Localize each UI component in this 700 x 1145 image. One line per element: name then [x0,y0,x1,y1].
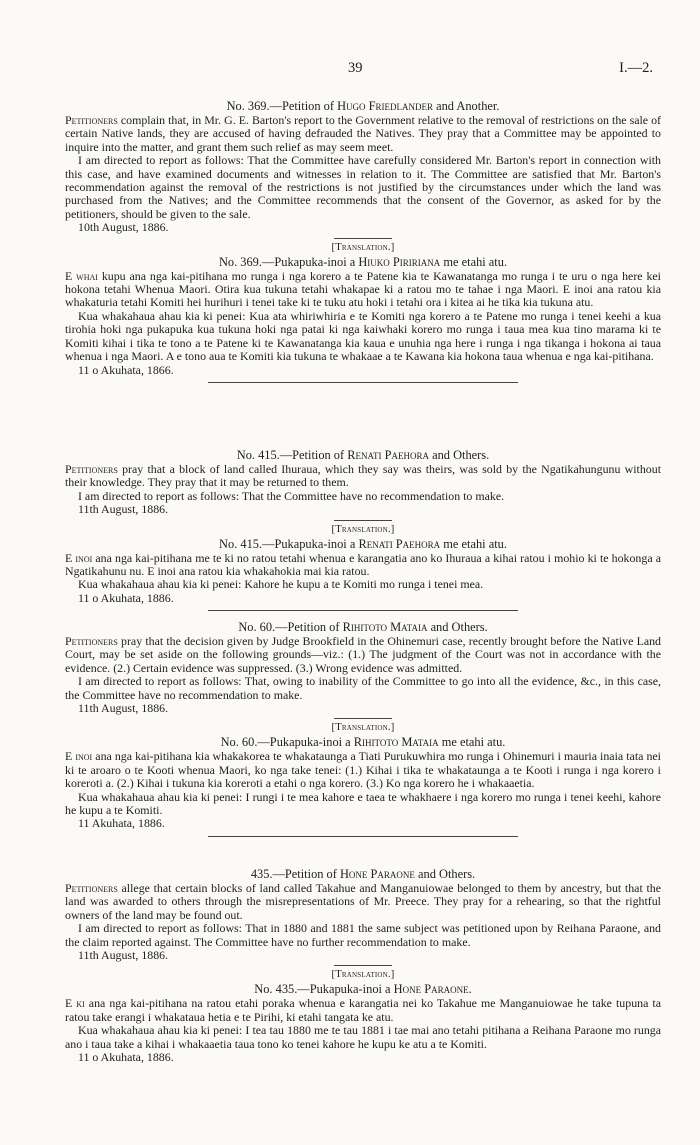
divider [334,965,392,966]
divider [334,238,392,239]
petition-heading: 435.—Petition of Hone Paraone and Others. [250,867,476,881]
committee-report: I am directed to report as follows: That the Committee have carefully considered Mr. Barton's report in connection with this case, and have examined documents and witnesses in relation to it. The Committee are satisfied that Mr. Barton's recommendation against the removal of the restrictions is not justified by the circumstances under which the land was purchased from the Natives; and the Committee recommends that the consent of the Governor, as asked for by the petitioners, should be given to the sale. [65,153,661,221]
page-number: 39 [348,60,363,76]
petition-section [65,448,661,615]
translation-label: [Translation.] [331,969,395,981]
section-divider [208,836,518,837]
committee-report: I am directed to report as follows: That in 1880 and 1881 the same subject was petitioned upon by Reihana Paraone, and the claim reported against. The Committee have no further recommendation to make. [65,921,661,949]
translation-label: [Translation.] [331,523,395,535]
translation-heading: No. 415.—Pukapuka-inoi a Renati Paehora me etahi atu. [219,536,507,551]
petition-section [65,620,661,841]
divider [334,718,392,719]
translation-report: Kua whakahaua ahau kia ki penei: I rungi i te mea kahore e taea te whakhaere i nga korero mo runga i tenei keehi, kahore he kupu a te Komiti. [65,789,661,818]
translation-date: 11 o Akuhata, 1866. [78,362,174,377]
report-date: 11th August, 1886. [78,701,169,716]
report-date: 10th August, 1886. [78,220,169,235]
translation-heading: No. 369.—Pukapuka-inoi a Hiuko Piririana me etahi atu. [218,254,508,269]
translation-date: 11 o Akuhata, 1886. [78,1050,174,1065]
section-divider [208,382,518,383]
petition-heading: No. 415.—Petition of Renati Paehora and Others. [236,448,490,462]
report-date: 11th August, 1886. [78,948,169,963]
translation-body: E ki ana nga kai-pitihana na ratou etahi poraka whenua e karangatia nei ko Takahue me Manganuiowae he take tupuna ta ratou take erangi i whakataua hetia e te Pirihi, ki etahi tangata ke atu. [65,996,661,1024]
translation-date: 11 Akuhata, 1886. [78,816,165,831]
petition-heading: No. 60.—Petition of Rihitoto Mataia and Others. [238,620,488,634]
petition-section [65,867,661,1064]
translation-report: Kua whakahaua ahau kia ki penei: I tea tau 1880 me te tau 1881 i tae mai ano tetahi pitihana a Reihana Paraone mo runga ano i taua take a kihai i whakaaetia taua tono ko tenei kahore he kupu ke atu a te Komiti. [65,1023,661,1051]
translation-label: [Translation.] [331,722,395,734]
translation-body: E inoi ana nga kai-pitihana me te ki no ratou tetahi whenua e karangatia ano ko Ihuraua a kihai ratou i mohio ki te hokonga a Ngatikahunu nu. E inoi ana ratou kia whakahokia mai kia ratou. [65,550,661,579]
committee-report: I am directed to report as follows: That, owing to inability of the Committee to go into all the evidence, &c., in this case, the Committee have no recommendation to make. [65,674,661,702]
translation-heading: No. 60.—Pukapuka-inoi a Rihitoto Mataia me etahi atu. [220,735,506,750]
committee-report: I am directed to report as follows: That the Committee have no recommendation to make. [78,488,505,503]
report-date: 11th August, 1886. [78,502,169,517]
petition-body: Petitioners pray that a block of land called Ihuraua, which they say was theirs, was sold by the Ngatikahungunu without their knowledge. They pray that it may be returned to them. [65,462,661,490]
translation-report: Kua whakahaua ahau kia ki penei: Kahore he kupu a te Komiti mo runga i tenei mea. [78,577,484,592]
translation-body: E inoi ana nga kai-pitihana kia whakakorea te whakataunga a Tiati Purukuwhira mo runga i Ohinemuri i mauria inaia tata nei ki te aroaro o te Kooti whenua Maori, ko nga take tenei: (1.) Kihai i tika te whakataunga a te Kooti i runga i nga korero i koreroti a. (2.) Kihai i tukuna kia koreroti a etahi o nga korero. (3.) Ko nga korero he i whakaaetia. [65,749,661,791]
petition-section [65,99,661,387]
section-divider [208,610,518,611]
petition-body: Petitioners allege that certain blocks of land called Takahue and Manganuiowae belonged to them by ancestry, but that the land was awarded to others through the misrepresentations of Mr. Preece. They pray for a rehearing, so that the rightful owners of the land may be found out. [65,881,661,922]
petition-heading: No. 369.—Petition of Hugo Friedlander and Another. [226,99,500,113]
translation-heading: No. 435.—Pukapuka-inoi a Hone Paraone. [254,982,472,997]
page-header [0,62,700,82]
document-reference: I.—2. [619,60,653,76]
petition-body: Petitioners complain that, in Mr. G. E. Barton's report to the Government relative to the removal of restrictions on the sale of certain Native lands, they are accused of having defrauded the Natives. They pray that a Committee may be appointed to inquire into the matter, and grant them such relief as may seem meet. [65,113,661,154]
translation-report: Kua whakahaua ahau kia ki penei: Kua ata whiriwhiria e te Komiti nga korero a te Patene mo runga i tenei keehi a kua tirohia hoki nga pukapuka kua tukuna hoki nga patai ki nga kaiwhaki korero mo runga i taua mea kua tino marama ki te Komiti kihai i tika te tono a te Patene ki te Kawanatanga kia kaua e unuhia nga here i runga i nga tikanga i hokona ai taua whenua i nga Maori. A e tono aua te Komiti kia tukuna te whakaae a te Kawana kia hokona taua whenua e nga kai-pitihana. [65,308,661,364]
divider [334,520,392,521]
translation-label: [Translation.] [331,241,395,253]
translation-body: E whai kupu ana nga kai-pitihana mo runga i nga korero a te Patene kia te Kawanatanga mo runga i te uru o nga here kei hokona tetahi Whenua Maori. Otira kua tukuna tetahi whakapae ki a ratou mo te tahae i nga Maori. E inoi ana ratou kia whakaturia tetahi Komiti hei hurihuri i tenei take ki te tuku atu hoki i tetahi ora i kitea ai he tika kia tukuna atu. [65,268,661,310]
translation-date: 11 o Akuhata, 1886. [78,590,174,605]
petition-body: Petitioners pray that the decision given by Judge Brookfield in the Ohinemuri case, recently brought before the Native Land Court, may be set aside on the following grounds—viz.: (1.) The judgment of the Court was not in accordance with the evidence. (2.) Certain evidence was suppressed. (3.) Wrong evidence was admitted. [65,634,661,675]
